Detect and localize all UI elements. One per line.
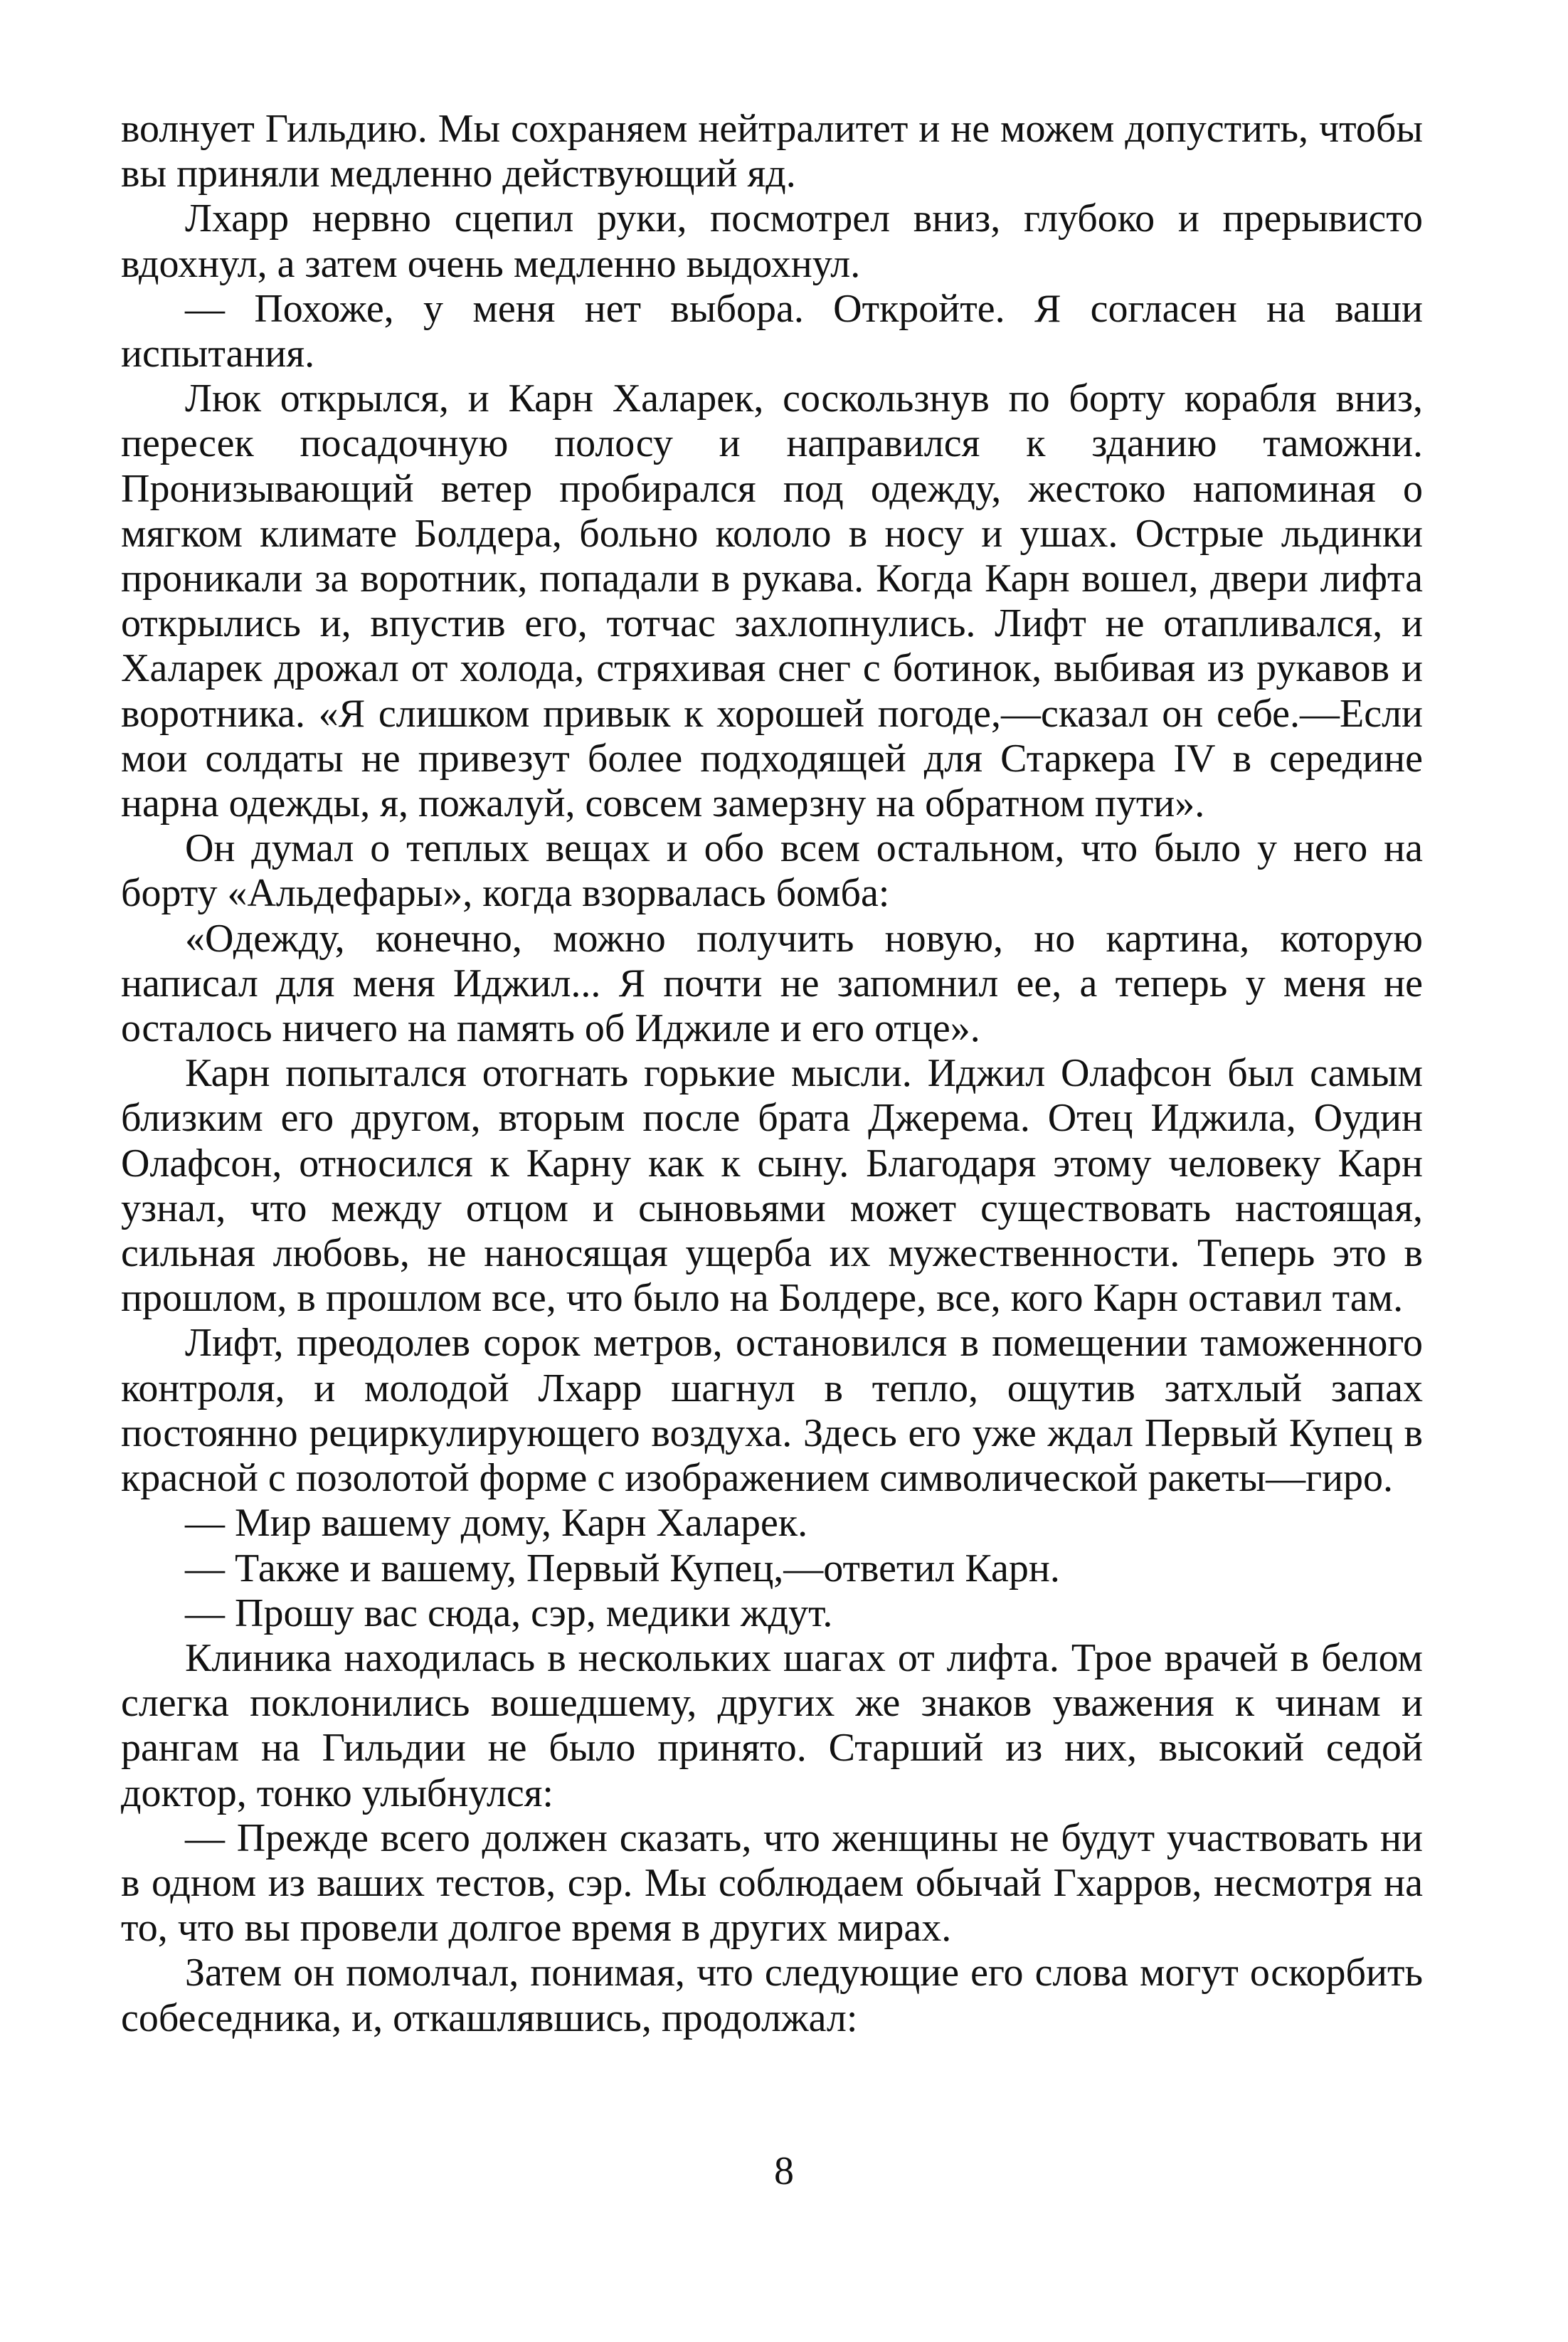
paragraph: волнует Гильдию. Мы сохраняем нейтралитет и не можем допустить, чтобы вы приняли медленно действующий яд. — [121, 107, 1423, 196]
paragraph: Клиника находилась в нескольких шагах от лифта. Трое врачей в белом слегка поклонились вошедшему, других же знаков уважения к чинам и рангам на Гильдии не было принято. Старший из них, высокий седой доктор, тонко улыбнулся: — [121, 1635, 1423, 1815]
paragraph: — Похоже, у меня нет выбора. Откройте. Я согласен на ваши испытания. — [121, 286, 1423, 376]
paragraph: «Одежду, конечно, можно получить новую, но картина, которую написал для меня Иджил... Я почти не запомнил ее, а теперь у меня не осталось ничего на память об Иджиле и его отце». — [121, 916, 1423, 1051]
paragraph: Лхарр нервно сцепил руки, посмотрел вниз, глубоко и прерывисто вдохнул, а затем очень медленно выдохнул. — [121, 196, 1423, 286]
page-text — [121, 107, 1423, 2041]
page-number: 8 — [774, 2149, 794, 2193]
paragraph: — Прежде всего должен сказать, что женщины не будут участвовать ни в одном из ваших тестов, сэр. Мы соблюдаем обычай Гхарров, несмотря на то, что вы провели долгое время в других мирах. — [121, 1815, 1423, 1951]
paragraph: — Также и вашему, Первый Купец,—ответил Карн. — [185, 1546, 1060, 1591]
paragraph: — Мир вашему дому, Карн Халарек. — [185, 1501, 808, 1546]
paragraph: Лифт, преодолев сорок метров, остановился в помещении таможенного контроля, и молодой Лхарр шагнул в тепло, ощутив затхлый запах постоянно рециркулирующего воздуха. Здесь его уже ждал Первый Купец в красной с позолотой форме с изображением символической ракеты—гиро. — [121, 1321, 1423, 1501]
paragraph: Карн попытался отогнать горькие мысли. Иджил Олафсон был самым близким его другом, вторым после брата Джерема. Отец Иджила, Оудин Олафсон, относился к Карну как к сыну. Благодаря этому человеку Карн узнал, что между отцом и сыновьями может существовать настоящая, сильная любовь, не наносящая ущерба их мужественности. Теперь это в прошлом, в прошлом все, что было на Болдере, все, кого Карн оставил там. — [121, 1051, 1423, 1321]
paragraph: — Прошу вас сюда, сэр, медики ждут. — [185, 1591, 833, 1635]
paragraph: Он думал о теплых вещах и обо всем остальном, что было у него на борту «Альдефары», когда взорвалась бомба: — [121, 826, 1423, 916]
paragraph: Люк открылся, и Карн Халарек, соскользнув по борту корабля вниз, пересек посадочную полосу и направился к зданию таможни. Пронизывающий ветер пробирался под одежду, жестоко напоминая о мягком климате Болдера, больно кололо в носу и ушах. Острые льдинки проникали за воротник, попадали в рукава. Когда Карн вошел, двери лифта открылись и, впустив его, тотчас захлопнулись. Лифт не отапливался, и Халарек дрожал от холода, стряхивая снег с ботинок, выбивая из рукавов и воротника. «Я слишком привык к хорошей погоде,—сказал он себе.—Если мои солдаты не привезут более подходящей для Старкера IV в середине нарна одежды, я, пожалуй, совсем замерзну на обратном пути». — [121, 376, 1423, 826]
paragraph: Затем он помолчал, понимая, что следующие его слова могут оскорбить собеседника, и, откашлявшись, продолжал: — [121, 1951, 1423, 2040]
